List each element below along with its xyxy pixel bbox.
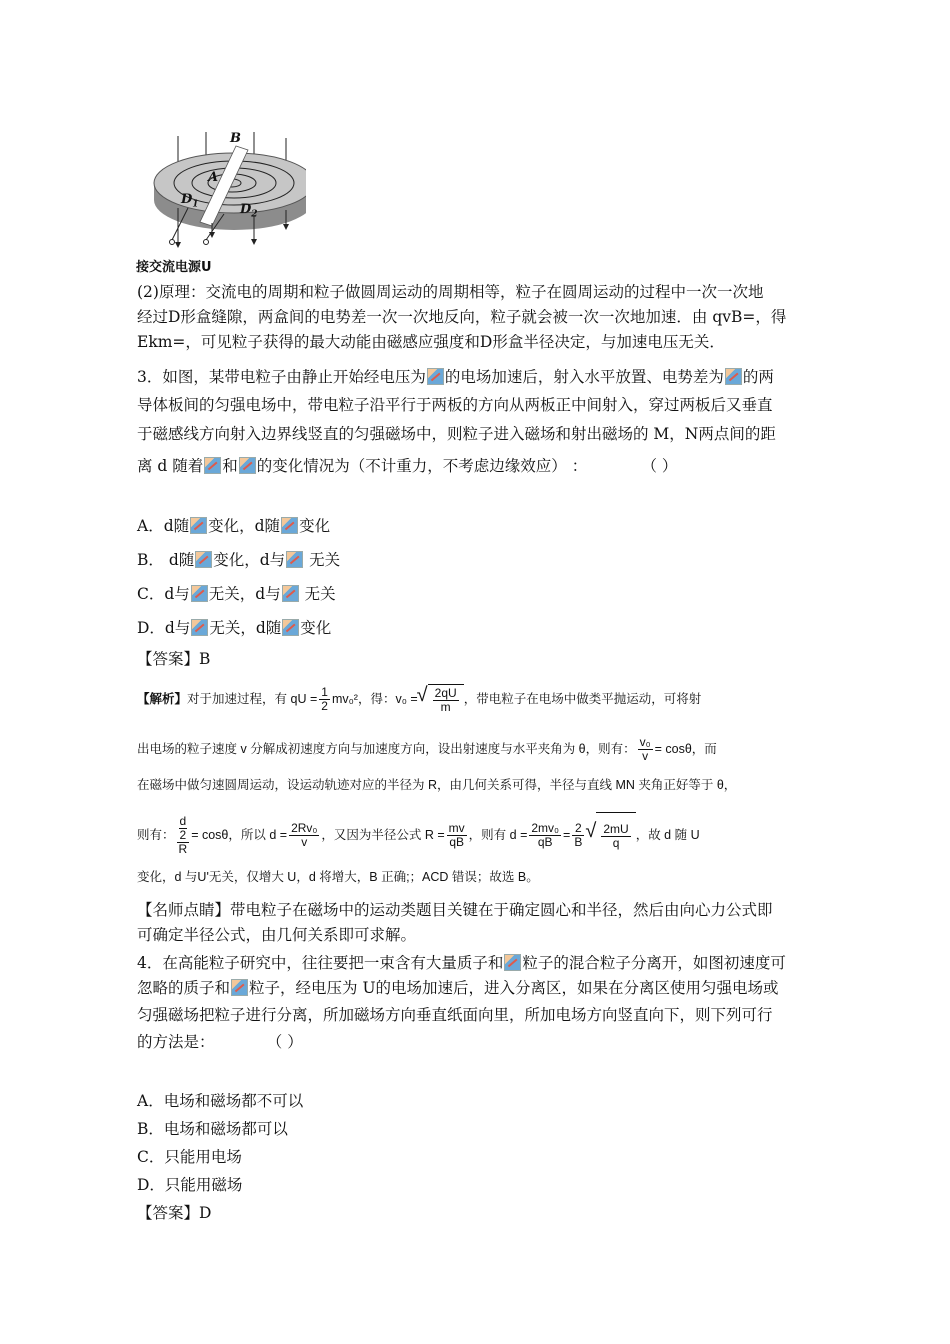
q3-option-d bbox=[137, 617, 331, 639]
analysis-line-4 bbox=[137, 812, 700, 859]
q3-text: 离 d 随着 bbox=[137, 457, 204, 475]
analysis-text: = bbox=[563, 828, 571, 842]
q3-line-3: 于磁感线方向射入边界线竖直的匀强磁场中，则粒子进入磁场和射出磁场的 M，N两点间的距 bbox=[137, 425, 776, 443]
analysis-line-2 bbox=[137, 734, 717, 764]
fraction: $\frac{1}{2}$ bbox=[321, 685, 328, 714]
figure-caption: 接交流电源U bbox=[136, 260, 212, 275]
q4-text: 粒子，经电压为 U的电场加速后，进入分离区，如果在分离区使用匀强电场或 bbox=[249, 979, 779, 997]
fraction: $\frac{2}{B}$ bbox=[574, 821, 583, 850]
figure-label-a: A bbox=[208, 170, 219, 185]
cyclotron-figure bbox=[136, 128, 306, 278]
fraction: $\frac{\text{2Rv₀}}{v}$ bbox=[291, 821, 318, 850]
broken-image-icon bbox=[282, 619, 299, 636]
q4-option-d: D．只能用磁场 bbox=[137, 1176, 243, 1194]
q4-text: 的方法是： bbox=[137, 1033, 215, 1051]
option-text: 变化，d随 bbox=[208, 517, 281, 535]
broken-image-icon bbox=[281, 517, 298, 534]
analysis-text: 对于加速过程，有 qU = bbox=[187, 692, 318, 706]
answer-blank: （ ） bbox=[274, 1033, 303, 1051]
option-text: 无关，d与 bbox=[208, 585, 281, 603]
analysis-line-5: 变化，d 与U'无关，仅增大 U，d 将增大，B 正确;；ACD 错误；故选 B。 bbox=[137, 870, 539, 884]
q3-answer: 【答案】B bbox=[137, 650, 211, 668]
analysis-text: = cosθ，而 bbox=[654, 742, 717, 756]
q4-option-b: B．电场和磁场都可以 bbox=[137, 1120, 288, 1138]
option-text: 变化，d与 bbox=[213, 551, 286, 569]
q3-text: 的变化情况为（不计重力，不考虑边缘效应） ： bbox=[256, 457, 588, 475]
analysis-text: = cosθ，所以 d = bbox=[191, 828, 288, 842]
square-root: √ $\frac{2qU}{m}$ bbox=[428, 684, 464, 715]
q3-option-a bbox=[137, 515, 330, 537]
q4-text: 忽略的质子和 bbox=[137, 979, 231, 997]
analysis-text: 出电场的粒子速度 v 分解成初速度方向与加速度方向，设出射速度与水平夹角为 θ，则有： bbox=[137, 742, 636, 756]
q4-text: 4．在高能粒子研究中，往往要把一束含有大量质子和 bbox=[137, 954, 504, 972]
broken-image-icon bbox=[204, 457, 221, 474]
fraction: $\frac{mv}{qB}$ bbox=[448, 821, 465, 850]
analysis-text: 则有： bbox=[137, 828, 175, 842]
broken-image-icon bbox=[191, 619, 208, 636]
broken-image-icon bbox=[427, 368, 444, 385]
option-text: 无关，d随 bbox=[209, 619, 282, 637]
broken-image-icon bbox=[195, 551, 212, 568]
q3-line-1 bbox=[137, 366, 774, 388]
analysis-text: ，则有 d = bbox=[468, 828, 528, 842]
analysis-text: ，故 d 随 U bbox=[635, 828, 700, 842]
broken-image-icon bbox=[239, 457, 256, 474]
square-root: √ $\frac{2mU}{q}$ bbox=[596, 812, 635, 859]
analysis-line-3: 在磁场中做匀速圆周运动，设运动轨迹对应的半径为 R，由几何关系可得，半径与直线 MN 夹角正好等于 θ， bbox=[137, 778, 737, 792]
q4-line-4 bbox=[137, 1031, 303, 1053]
q3-text: 和 bbox=[222, 457, 238, 475]
analysis-text: mv₀²，得：v₀ = bbox=[331, 692, 418, 706]
option-text: 变化 bbox=[300, 619, 332, 637]
option-text: 无关 bbox=[299, 585, 336, 603]
q4-line-2 bbox=[137, 977, 779, 999]
q3-option-b bbox=[137, 549, 340, 571]
analysis-text: ，带电粒子在电场中做类平抛运动，可将射 bbox=[463, 692, 702, 706]
q4-line-1 bbox=[137, 952, 786, 974]
principle-line-1: (2)原理：交流电的周期和粒子做圆周运动的周期相等，粒子在圆周运动的过程中一次一次地 bbox=[137, 283, 764, 301]
analysis-text: ，又因为半径公式 R = bbox=[321, 828, 445, 842]
tip-line-1: 【名师点睛】带电粒子在磁场中的运动类题目关键在于确定圆心和半径，然后由向心力公式即 bbox=[137, 901, 773, 919]
fraction: $\frac{\text{2mv₀}}{qB}$ bbox=[531, 821, 560, 850]
answer-blank: （ ） bbox=[649, 457, 678, 475]
option-text: 无关 bbox=[304, 551, 341, 569]
broken-image-icon bbox=[286, 551, 303, 568]
broken-image-icon bbox=[282, 585, 299, 602]
figure-label-d1: $D_1$ bbox=[181, 192, 199, 210]
broken-image-icon bbox=[190, 517, 207, 534]
q3-line-4 bbox=[137, 455, 677, 477]
q4-answer: 【答案】D bbox=[137, 1204, 212, 1222]
q4-text: 粒子的混合粒子分离开，如图初速度可 bbox=[522, 954, 786, 972]
option-text: A．d随 bbox=[137, 517, 190, 535]
q4-option-c: C．只能用电场 bbox=[137, 1148, 242, 1166]
q3-line-2: 导体板间的匀强电场中，带电粒子沿平行于两板的方向从两板正中间射入，穿过两板后又垂直 bbox=[137, 396, 773, 414]
broken-image-icon bbox=[231, 979, 248, 996]
principle-line-3: Ekm=，可见粒子获得的最大动能由磁感应强度和D形盒半径决定，与加速电压无关． bbox=[137, 333, 725, 351]
analysis-tag: 【解析】 bbox=[137, 692, 188, 706]
analysis-line-1 bbox=[137, 684, 701, 715]
figure-label-d2: $D_2$ bbox=[240, 202, 258, 220]
principle-line-2: 经过D形盒缝隙，两盒间的电势差一次一次地反向，粒子就会被一次一次地加速．由 qvB=，得 bbox=[137, 308, 787, 326]
broken-image-icon bbox=[725, 368, 742, 385]
q3-text: 的两 bbox=[742, 368, 774, 386]
q4-line-3: 匀强磁场把粒子进行分离，所加磁场方向垂直纸面向里，所加电场方向竖直向下，则下列可行 bbox=[137, 1006, 773, 1024]
fraction: $\frac{\text{v₀}}{v}$ bbox=[639, 735, 651, 764]
tip-line-2: 可确定半径公式，由几何关系即可求解。 bbox=[137, 926, 417, 944]
option-text: D．d与 bbox=[137, 619, 191, 637]
broken-image-icon bbox=[191, 585, 208, 602]
q3-text: 的电场加速后，射入水平放置、电势差为 bbox=[444, 368, 724, 386]
q4-option-a: A．电场和磁场都不可以 bbox=[137, 1092, 304, 1110]
q3-option-c bbox=[137, 583, 336, 605]
fraction: d 2 R bbox=[178, 814, 188, 857]
broken-image-icon bbox=[504, 954, 521, 971]
option-text: 变化 bbox=[299, 517, 331, 535]
option-text: B． d随 bbox=[137, 551, 195, 569]
figure-label-b: B bbox=[230, 131, 241, 146]
q3-text: 3．如图，某带电粒子由静止开始经电压为 bbox=[137, 368, 426, 386]
option-text: C．d与 bbox=[137, 585, 190, 603]
